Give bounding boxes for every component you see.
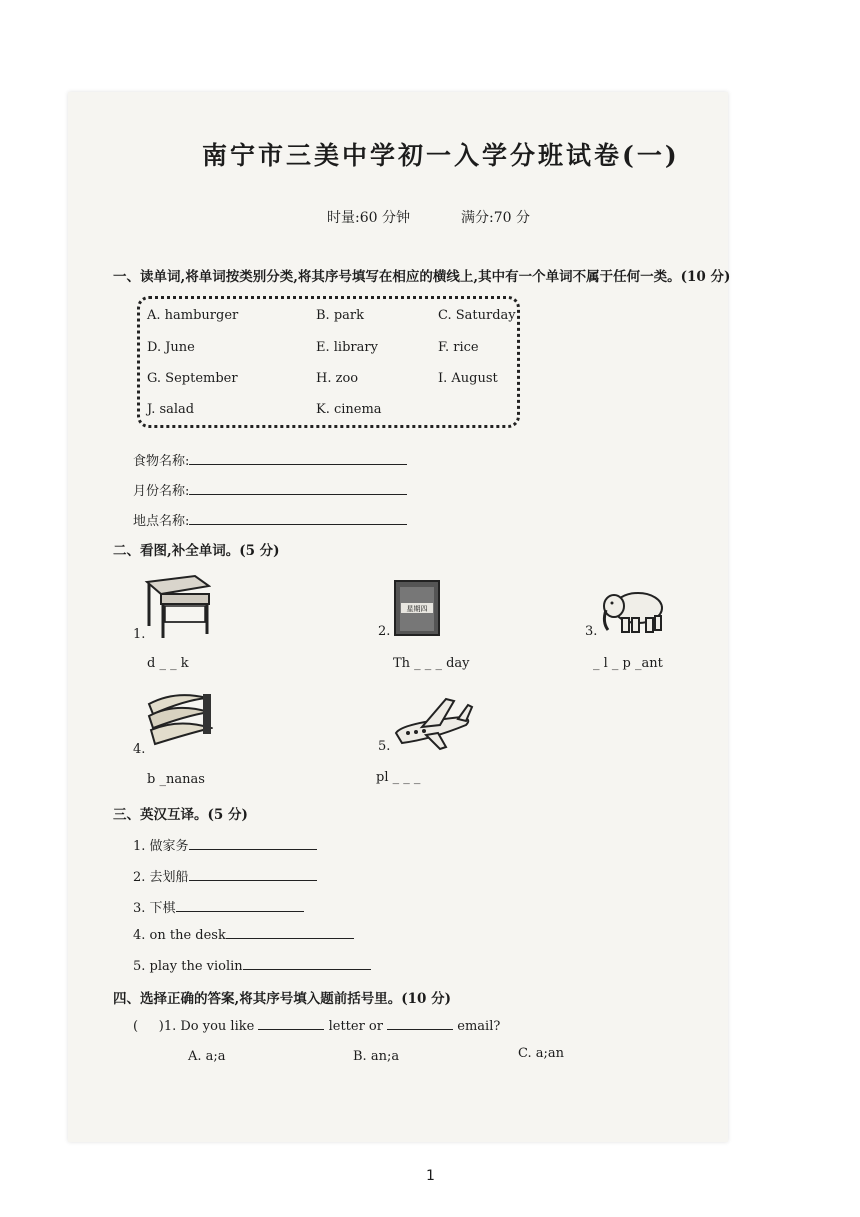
option-c: C. a;an (518, 1046, 565, 1061)
fill-word: _ l _ p _ant (593, 656, 663, 671)
calendar-icon (391, 577, 443, 639)
page-title: 南宁市三美中学初一入学分班试卷(一) (202, 141, 680, 170)
option-a: A. a;a (188, 1049, 226, 1064)
fill-word: d _ _ k (147, 656, 189, 671)
picture-number: 3. (585, 624, 598, 639)
desk-icon (143, 572, 211, 640)
picture-number: 4. (133, 742, 146, 757)
option-b: B. an;a (353, 1049, 400, 1064)
answer-line[interactable] (243, 958, 371, 970)
exam-time: 时量:60 分钟 (327, 210, 410, 226)
answer-line[interactable] (258, 1018, 324, 1030)
section4-heading: 四、选择正确的答案,将其序号填入题前括号里。(10 分) (113, 991, 451, 1007)
month-answer-line[interactable] (189, 483, 407, 495)
word-item: J. salad (147, 402, 195, 417)
translate-item: 2. 去划船 (133, 866, 317, 885)
translate-item: 1. 做家务 (133, 835, 317, 854)
word-item: H. zoo (316, 371, 359, 386)
section2-heading: 二、看图,补全单词。(5 分) (113, 543, 280, 559)
answer-line[interactable] (226, 927, 354, 939)
answer-line[interactable] (176, 900, 304, 912)
exam-score: 满分:70 分 (461, 210, 530, 226)
section3-heading: 三、英汉互译。(5 分) (113, 807, 248, 823)
word-item: G. September (147, 371, 238, 386)
word-item: D. June (147, 340, 195, 355)
word-item: B. park (316, 308, 364, 323)
fill-word: pl _ _ _ (376, 770, 421, 785)
answer-line[interactable] (189, 869, 317, 881)
translate-item: 3. 下棋 (133, 897, 304, 916)
question-1: ( )1. Do you like letter or email? (133, 1019, 501, 1034)
category-place: 地点名称: (133, 510, 407, 529)
word-item: I. August (438, 371, 498, 386)
fill-word: b _nanas (147, 772, 205, 787)
picture-number: 1. (133, 627, 146, 642)
airplane-icon (392, 695, 474, 753)
picture-number: 2. (378, 624, 391, 639)
picture-number: 5. (378, 739, 391, 754)
place-answer-line[interactable] (189, 513, 407, 525)
food-answer-line[interactable] (189, 453, 407, 465)
answer-line[interactable] (387, 1018, 453, 1030)
translate-item: 5. play the violin (133, 958, 371, 974)
word-item: F. rice (438, 340, 479, 355)
word-item: C. Saturday (438, 308, 516, 323)
bananas-icon (145, 690, 213, 754)
page-number: 1 (426, 1168, 435, 1184)
word-item: E. library (316, 340, 378, 355)
fill-word: Th _ _ _ day (393, 656, 470, 671)
answer-line[interactable] (189, 838, 317, 850)
translate-item: 4. on the desk (133, 927, 354, 943)
category-food: 食物名称: (133, 450, 407, 469)
calendar-label: 星期四 (406, 605, 428, 613)
elephant-icon (600, 586, 668, 636)
section1-heading: 一、读单词,将单词按类别分类,将其序号填写在相应的横线上,其中有一个单词不属于任何一类。(10 分) (113, 269, 731, 285)
word-item: A. hamburger (147, 308, 239, 323)
word-item: K. cinema (316, 402, 382, 417)
category-month: 月份名称: (133, 480, 407, 499)
